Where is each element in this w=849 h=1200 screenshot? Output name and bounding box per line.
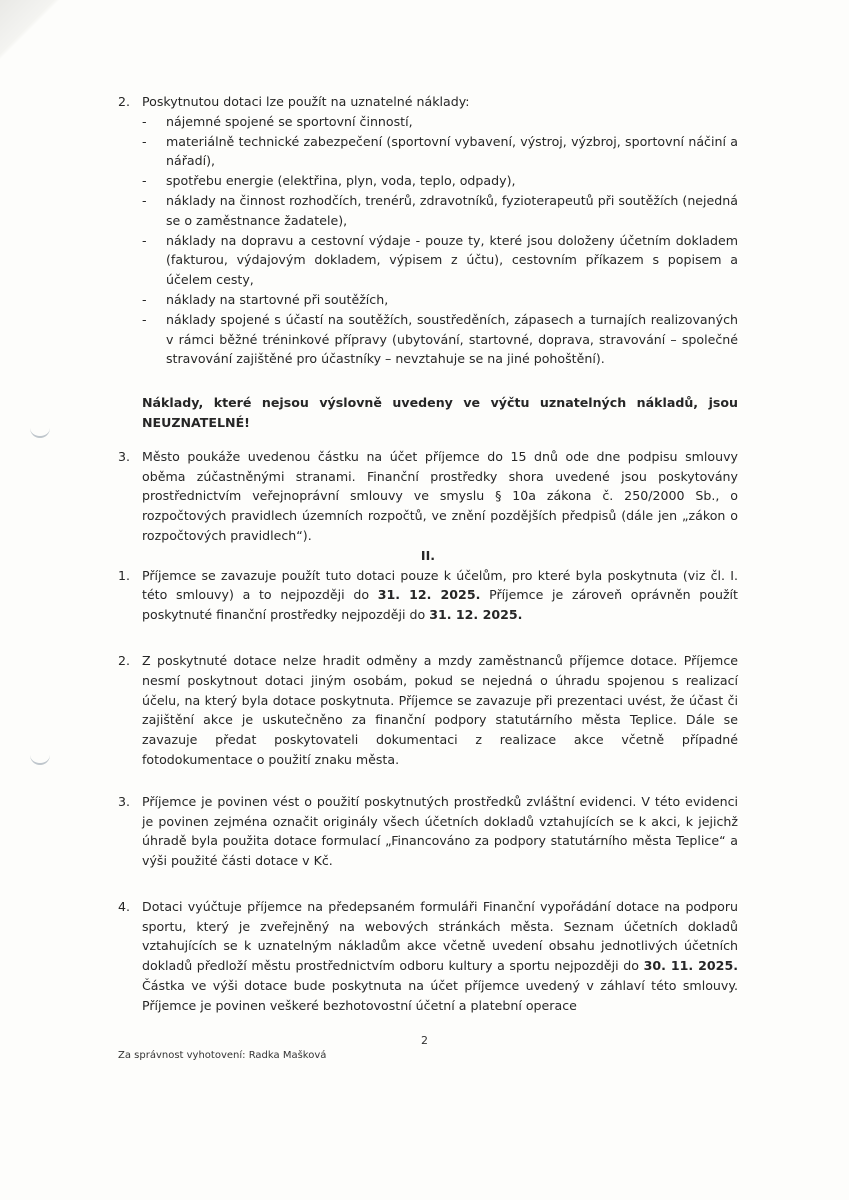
footer-certification: Za správnost vyhotovení: Radka Mašková [118,1050,327,1061]
dash-marker: - [142,173,147,189]
section-heading-ii: II. [420,547,436,563]
clause-text: Z poskytnuté dotace nelze hradit odměny a mzdy zaměstnanců příjemce dotace. Příjemce nesmí poskytnout dotaci jiným osobám, pokud se nejedná o úhradu spojenou s realizací účelu, na který byla dotace poskytnuta. Příjemce se zavazuje při prezentaci uvést, že účast či zajištění akce je uskutečněno za finanční podpory statutárního města Teplice. Dále se zavazuje předat poskytovateli dokumentaci z realizace akce včetně případné fotodokumentace o použití znaku města. [142,652,738,767]
clause-text: Příjemce je povinen vést o použití poskytnutých prostředků zvláštní evidenci. V této evidenci je povinen zejména označit originály všech účetních dokladů vztahujících se k akci, k jejichž úhradě byla použita dotace formulací „Financováno za podpory statutárního města Teplice“ a výši použité části dotace v Kč. [142,793,738,869]
clause-number: 4. [118,898,131,914]
list-item: - náklady na dopravu a cestovní výdaje - pouze ty, které jsou doloženy účetním dokladem (fakturou, výdajovým dokladem, výpisem z účtu), cestovním příkazem s popisem a účelem cesty, [142,231,738,290]
deadline-date: 31. 12. 2025. [377,587,481,603]
clause-text: Příjemce se zavazuje použít tuto dotaci pouze k účelům, pro které byla poskytnuta (viz čl. I. této smlouvy) a to nejpozději do 31. 12. 2025. Příjemce je zároveň oprávněn použít poskytnuté finanční prostředky nejpozději do 31. 12. 2025. [142,567,738,623]
section2-item-1 [118,566,738,625]
clause-item-3 [118,447,738,546]
eligible-costs-list [142,112,738,369]
dash-marker: - [142,133,147,149]
list-item: - nájemné spojené se sportovní činností, [142,112,738,132]
dash-marker: - [142,291,147,307]
list-item: - materiálně technické zabezpečení (sportovní vybavení, výstroj, výzbroj, sportovní náčiní a nářadí), [142,132,738,172]
clause-number: 3. [118,793,131,809]
page-number: 2 [421,1034,428,1047]
ineligible-costs-warning: Náklady, které nejsou výslovně uvedeny ve výčtu uznatelných nákladů, jsou NEUZNATELNÉ! [142,395,738,430]
dash-marker: - [142,311,147,327]
list-item: - náklady na činnost rozhodčích, trenérů, zdravotníků, fyzioterapeutů při soutěžích (nejedná se o zaměstnance žadatele), [142,191,738,231]
clause-number: 3. [118,448,131,464]
punch-hole-bottom [30,745,50,765]
section2-item-4 [118,897,738,1016]
dash-marker: - [142,192,147,208]
page-corner-fold [0,0,60,60]
clause-number: 2. [118,652,131,668]
clause-item-2 [118,92,738,369]
dash-marker: - [142,232,147,248]
dash-marker: - [142,113,147,129]
section2-item-2 [118,651,738,770]
list-item: - náklady na startovné při soutěžích, [142,290,738,310]
clause-text: Dotaci vyúčtuje příjemce na předepsaném formuláři Finanční vypořádání dotace na podporu sportu, který je zveřejněný na webových stránkách města. Seznam účetních dokladů vztahujících se k uznatelným nákladům akce včetně uvedení obsahu jednotlivých účetních dokladů předloží městu prostřednictvím odboru kultury a sportu nejpozději do 30. 11. 2025. Částka ve výši dotace bude poskytnuta na účet příjemce uvedený v záhlaví této smlouvy. Příjemce je povinen veškeré bezhotovostní účetní a platební operace [142,898,738,1013]
document-body [118,92,738,1016]
clause-intro: Poskytnutou dotaci lze použít na uznatelné náklady: [142,94,470,109]
deadline-date: 31. 12. 2025. [429,607,523,623]
deadline-date: 30. 11. 2025. [643,958,738,974]
list-item: - spotřebu energie (elektřina, plyn, voda, teplo, odpady), [142,171,738,191]
section2-item-3 [118,792,738,871]
clause-number: 1. [118,567,131,583]
clause-number: 2. [118,94,131,109]
punch-hole-top [30,418,50,438]
clause-text: Město poukáže uvedenou částku na účet příjemce do 15 dnů ode dne podpisu smlouvy oběma zúčastněnými stranami. Finanční prostředky shora uvedené jsou poskytovány prostřednictvím veřejnoprávní smlouvy ve smyslu § 10a zákona č. 250/2000 Sb., o rozpočtových pravidlech územních rozpočtů, ve znění pozdějších předpisů (dále jen „zákon o rozpočtových pravidlech“). [142,448,738,543]
list-item: - náklady spojené s účastí na soutěžích, soustředěních, zápasech a turnajích realizovaných v rámci běžné tréninkové přípravy (ubytování, startovné, doprava, stravování – společné stravování zajištěné pro účastníky – nevztahuje se na jiné pohoštění). [142,310,738,369]
